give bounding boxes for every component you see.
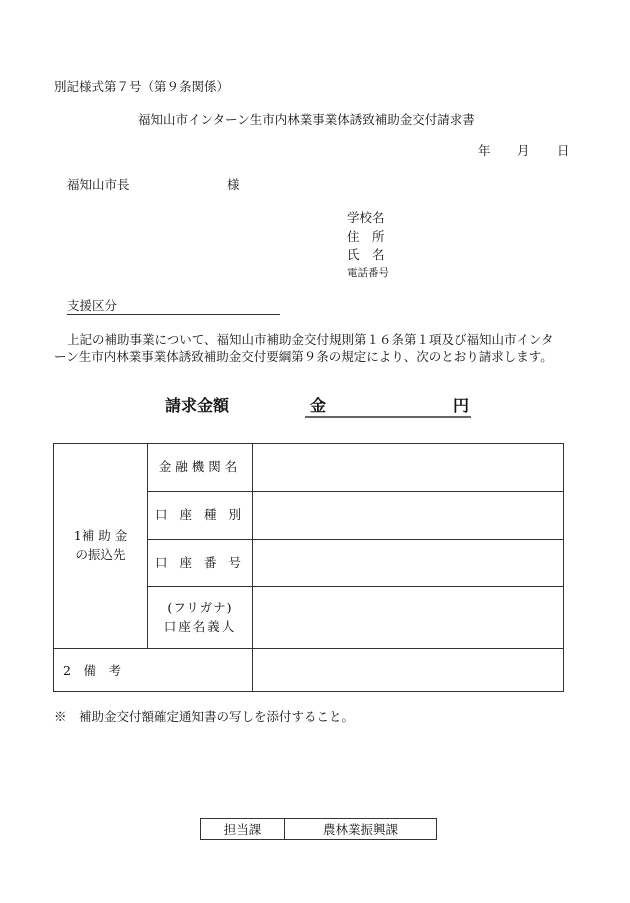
- account-number-label: 口 座 番 号: [148, 540, 253, 587]
- account-holder-text: 口座名義人: [163, 618, 237, 634]
- account-type-label: 口 座 種 別: [148, 492, 253, 540]
- remarks-label: 2 備 考: [54, 649, 253, 692]
- bank-name-label: 金融機関名: [148, 444, 253, 492]
- attachment-note: ※ 補助金交付額確定通知書の写しを添付すること。: [54, 709, 355, 724]
- department-label: 担当課: [201, 819, 285, 839]
- addressee-name: 福知山市長: [67, 177, 130, 192]
- department-box: [200, 818, 437, 840]
- date-day: 日: [557, 143, 570, 158]
- amount-label: 請求金額: [165, 396, 230, 415]
- addressee-honorific: 様: [227, 177, 240, 192]
- amount-prefix: 金: [310, 396, 327, 415]
- section-1-line-1: 1補 助 金: [73, 528, 128, 544]
- remarks-field[interactable]: [253, 649, 564, 692]
- support-category: 支援区分: [67, 298, 118, 313]
- body-line-1: 上記の補助事業について、福知山市補助金交付規則第１６条第１項及び福知山市インタ: [67, 332, 554, 347]
- section-1-line-2: の振込先: [75, 547, 126, 562]
- document-title: 福知山市インターン生市内林業事業体誘致補助金交付請求書: [138, 112, 475, 127]
- bank-transfer-table: [53, 443, 564, 692]
- amount-unit: 円: [453, 396, 470, 415]
- account-holder-label: [148, 587, 253, 649]
- form-number: 別記様式第７号（第９条関係）: [54, 79, 230, 94]
- applicant-school: 学校名: [347, 210, 385, 225]
- amount-underline: [305, 416, 471, 418]
- bank-name-field[interactable]: [253, 444, 564, 492]
- account-holder-field[interactable]: [253, 587, 564, 649]
- department-name: 農林業振興課: [322, 822, 398, 837]
- applicant-phone: 電話番号: [347, 267, 389, 279]
- account-type-field[interactable]: [253, 492, 564, 540]
- body-line-2: ーン生市内林業事業体誘致補助金交付要綱第９条の規定により、次のとおり請求します。: [54, 349, 553, 364]
- section-1-label: [54, 444, 148, 649]
- account-number-field[interactable]: [253, 540, 564, 587]
- applicant-name: 氏 名: [347, 247, 385, 262]
- date-year: 年: [478, 143, 491, 158]
- furigana-label: (フリガナ): [167, 599, 233, 615]
- date-month: 月: [517, 143, 530, 158]
- support-category-underline: [67, 314, 280, 315]
- applicant-address: 住 所: [347, 229, 385, 244]
